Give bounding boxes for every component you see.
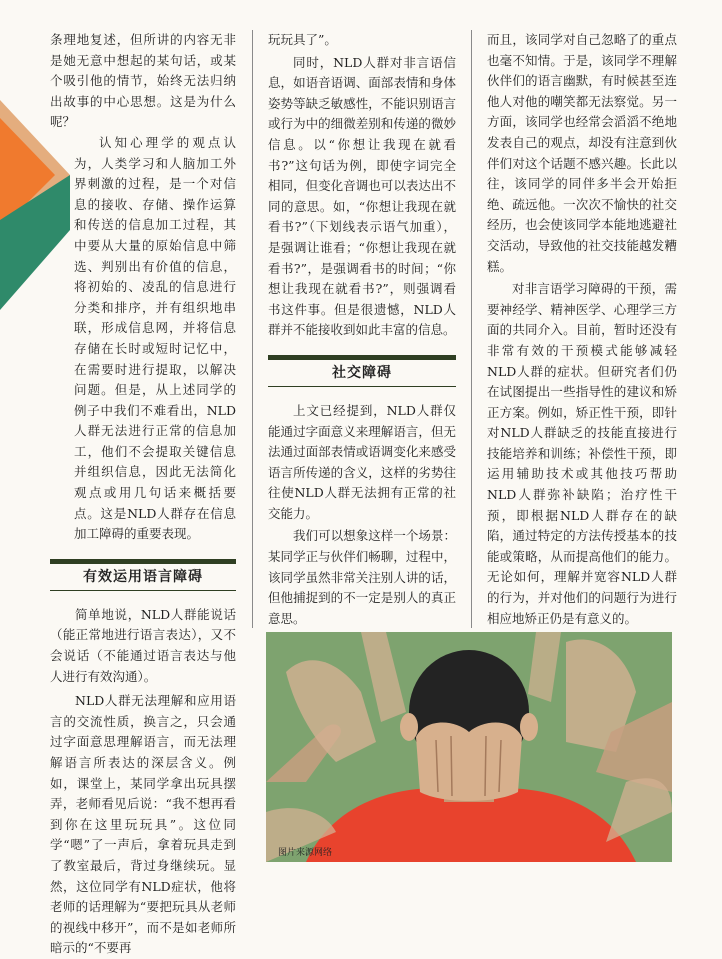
column-divider-2 [471, 30, 472, 628]
col1-paragraph-3: 简单地说，NLD人群能说话（能正常地进行语言表达），又不会说话（不能通过语言表达与他人进行有效沟通）。 [50, 606, 236, 684]
illustration-photo [266, 632, 672, 862]
col1-paragraph-2: 认知心理学的观点认为，人类学习和人脑加工外界刺激的过程，是一个对信息的接收、存储、操作运算和传送的信息加工过程，其中要从大量的原始信息中筛选、判别出有价值的信息，将初始的、凌乱的信息进行分类和排序，并有组织地串联，形成信息网，并将信息存储在长时或短时记忆中，在需要时进行提取，以解决问题。但是，从上述同学的例子中我们不难看出，NLD人群无法进行正常的信息加工，他们不会提取关键信息并组织信息，因此无法简化观点或用几句话来概括要点。这是NLD人群存在信息加工障碍的重要表现。 [74, 134, 236, 542]
photo-caption: 图片来源网络 [278, 848, 333, 858]
col3-paragraph-1: 而且，该同学对自己忽略了的重点也毫不知情。于是，该同学不理解伙伴们的语言幽默，有时候甚至连他人对他的嘲笑都无法察觉。另一方面，该同学也经常会滔滔不绝地发表自己的观点，却没有注意到伙伴们对这个话题不感兴趣。长此以往，该同学的同伴多半会开始拒绝、疏远他。一次次不愉快的社交经历，也会使该同学本能地逃避社交活动，导致他的社交技能越发糟糕。 [487, 32, 677, 274]
column-1 [50, 30, 236, 959]
col2-paragraph-2: 同时，NLD人群对非言语信息，如语音语调、面部表情和身体姿势等缺乏敏感性，不能识别语言或行为中的细微差别和传递的微妙信息。以“你想让我现在就看书?”这句话为例，即使字词完全相同，但变化音调也可以表达出不同的意思。如，“你想让我现在就看书?”（下划线表示语气加重），是强调让谁看；“你想让我现在就看书?”，是强调看书的时间；“你想让我现在就看书?”，则强调看书这件事。但是很遗憾，NLD人群并不能接收到如此丰富的信息。 [268, 54, 456, 338]
col2-paragraph-1: 玩玩具了”。 [268, 32, 337, 47]
col1-paragraph-4: NLD人群无法理解和应用语言的交流性质，换言之，只会通过字面意思理解语言，而无法理解语言所表达的深层含义。例如，课堂上，某同学拿出玩具摆弄，老师看见后说：“我不想再看到你在这里玩玩具”。这位同学“嗯”了一声后，拿着玩具走到了教室最后，背过身继续玩。显然，这位同学有NLD症状，他将老师的话理解为“要把玩具从老师的视线中移开”，而不是如老师所暗示的“不要再 [50, 693, 236, 956]
section-heading-social [268, 355, 456, 387]
section-heading-language [50, 559, 236, 591]
col2-paragraph-4: 我们可以想象这样一个场景：某同学正与伙伴们畅聊，过程中，该同学虽然非常关注别人讲的话，但他捕捉到的不一定是别人的真正意思。 [268, 528, 456, 626]
col2-paragraph-3: 上文已经提到，NLD人群仅能通过字面意义来理解语言，但无法通过面部表情或语调变化来感受语言所传递的含义，这样的劣势往往使NLD人群无法拥有正常的社交能力。 [268, 402, 456, 521]
col1-paragraph-1: 条理地复述，但所讲的内容无非是她无意中想起的某句话，或某个吸引他的情节，始终无法归纳出故事的中心思想。这是为什么呢？ [50, 32, 236, 130]
section-heading-social-title: 社交障碍 [332, 364, 392, 381]
illustration-graphic [266, 632, 672, 862]
column-3 [487, 30, 677, 629]
section-heading-language-title: 有效运用语言障碍 [83, 568, 203, 585]
column-divider-1 [252, 30, 253, 628]
col3-paragraph-2: 对非言语学习障碍的干预，需要神经学、精神医学、心理学三方面的共同介入。目前，暂时还没有非常有效的干预模式能够减轻NLD人群的症状。但研究者们仍在试图提出一些指导性的建议和矫正方案。例如，矫正性干预，即针对NLD人群缺乏的技能直接进行技能培养和训练；补偿性干预，即运用辅助技术或其他技巧帮助NLD人群弥补缺陷；治疗性干预，即根据NLD人群存在的缺陷，通过特定的方法传授基本的技能或策略，从而提高他们的能力。无论如何，理解并宽容NLD人群的行为，并对他们的问题行为进行相应地矫正仍是有意义的。 [487, 281, 677, 626]
column-2 [268, 30, 456, 629]
